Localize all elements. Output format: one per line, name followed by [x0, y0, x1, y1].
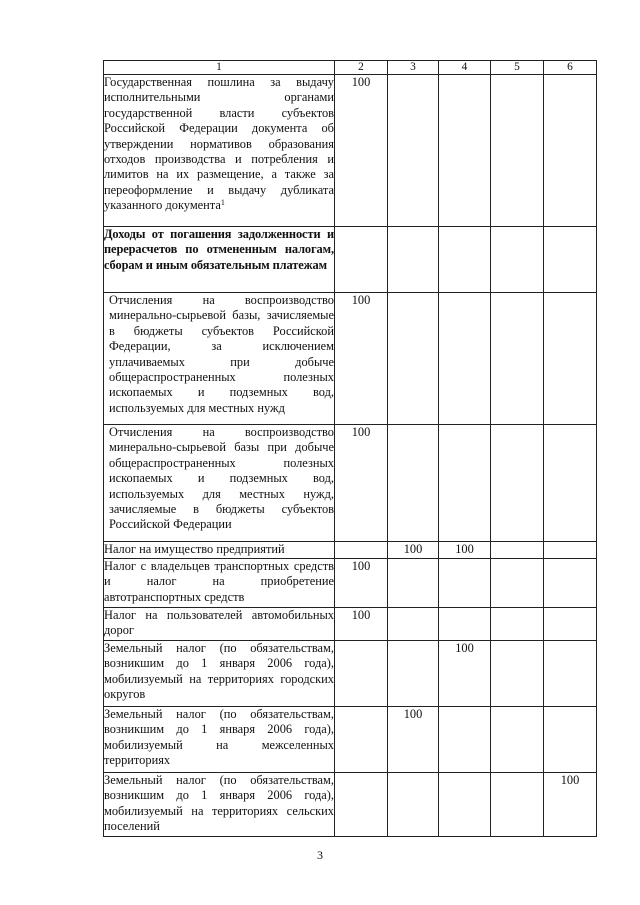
table-cell: 100: [335, 559, 388, 608]
table-cell: [335, 707, 388, 773]
column-header: 1: [104, 61, 335, 75]
table-cell: 100: [335, 608, 388, 641]
row-label: Земельный налог (по обязательствам, возникшим до 1 января 2006 года), мобилизуемый на межселенных территориях: [104, 707, 335, 773]
table-cell: 100: [335, 425, 388, 542]
row-label: Налог на имущество предприятий: [104, 542, 335, 559]
table-row: [104, 641, 597, 707]
table-cell: [544, 707, 597, 773]
table-row: [104, 559, 597, 608]
table-cell: [335, 542, 388, 559]
table-cell: [388, 641, 439, 707]
table-cell: [491, 773, 544, 837]
table-row: [104, 293, 597, 425]
table-cell: 100: [439, 641, 491, 707]
table-row: [104, 425, 597, 542]
table-cell: [388, 293, 439, 425]
table-cell: [491, 608, 544, 641]
table-cell: [439, 773, 491, 837]
column-header: 2: [335, 61, 388, 75]
revenue-table-page: [103, 60, 597, 837]
row-label: Государственная пошлина за выдачу исполнительными органами государственной власти субъектов Российской Федерации документа об утверждении нормативов образования отходов производства и потребления и лимитов на их размещение, а также за переоформление и выдачу дубликата указанного документа$^1$: [104, 75, 335, 227]
table-cell: [491, 425, 544, 542]
table-row: [104, 707, 597, 773]
table-cell: [491, 293, 544, 425]
table-cell: [388, 608, 439, 641]
table-cell: [439, 707, 491, 773]
table-cell: [439, 227, 491, 293]
table-cell: 100: [439, 542, 491, 559]
column-header: 6: [544, 61, 597, 75]
row-label: Земельный налог (по обязательствам, возникшим до 1 января 2006 года), мобилизуемый на территориях сельских поселений: [104, 773, 335, 837]
footnote-marker: 1: [220, 198, 225, 208]
table-cell: [439, 425, 491, 542]
table-cell: [544, 293, 597, 425]
table-cell: [544, 641, 597, 707]
table-cell: 100: [335, 75, 388, 227]
table-cell: [544, 542, 597, 559]
table-cell: [439, 559, 491, 608]
table-cell: 100: [544, 773, 597, 837]
table-row: [104, 773, 597, 837]
table-cell: [388, 75, 439, 227]
column-header: 4: [439, 61, 491, 75]
revenue-distribution-table: [103, 60, 597, 837]
table-row: [104, 542, 597, 559]
table-row: [104, 608, 597, 641]
table-cell: [388, 773, 439, 837]
table-cell: [388, 425, 439, 542]
table-row: [104, 227, 597, 293]
section-heading: Доходы от погашения задолженности и перерасчетов по отмененным налогам, сборам и иным обязательным платежам: [104, 227, 335, 293]
table-cell: [544, 227, 597, 293]
table-cell: [439, 293, 491, 425]
table-cell: [491, 542, 544, 559]
table-cell: [491, 641, 544, 707]
table-cell: [491, 559, 544, 608]
table-cell: 100: [388, 542, 439, 559]
column-number-row: [104, 61, 597, 75]
table-cell: [439, 608, 491, 641]
page-number: 3: [317, 848, 323, 862]
table-cell: [388, 227, 439, 293]
row-label: Отчисления на воспроизводство минерально-сырьевой базы при добыче общераспространенных полезных ископаемых и подземных вод, используемых для местных нужд, зачисляемые в бюджеты субъектов Российской Федерации: [104, 425, 335, 542]
table-cell: [544, 608, 597, 641]
table-cell: [544, 559, 597, 608]
table-cell: [544, 425, 597, 542]
column-header: 3: [388, 61, 439, 75]
table-cell: 100: [388, 707, 439, 773]
row-label: Земельный налог (по обязательствам, возникшим до 1 января 2006 года), мобилизуемый на территориях городских округов: [104, 641, 335, 707]
table-cell: [439, 75, 491, 227]
row-label: Налог на пользователей автомобильных дорог: [104, 608, 335, 641]
table-cell: [335, 773, 388, 837]
row-label: Налог с владельцев транспортных средств и налог на приобретение автотранспортных средств: [104, 559, 335, 608]
table-row: [104, 75, 597, 227]
table-cell: 100: [335, 293, 388, 425]
table-cell: [335, 641, 388, 707]
row-label: Отчисления на воспроизводство минерально-сырьевой базы, зачисляемые в бюджеты субъектов Российской Федерации, за исключением уплачиваемых при добыче общераспространенных полезных ископаемых и подземных вод, используемых для местных нужд: [104, 293, 335, 425]
column-header: 5: [491, 61, 544, 75]
table-cell: [491, 707, 544, 773]
table-cell: [491, 227, 544, 293]
table-cell: [544, 75, 597, 227]
table-cell: [335, 227, 388, 293]
table-cell: [491, 75, 544, 227]
table-cell: [388, 559, 439, 608]
